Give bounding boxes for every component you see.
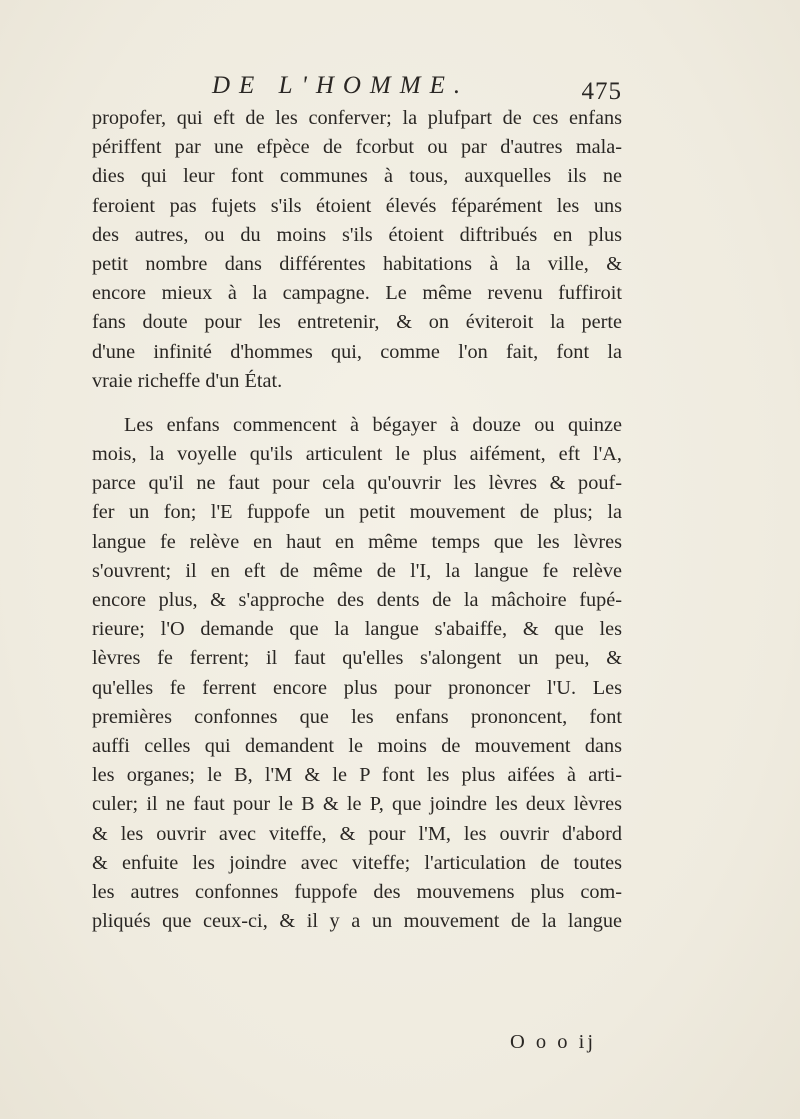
text-line: fans doute pour les entretenir, & on éviteroit la perte — [92, 311, 622, 334]
body-text — [92, 104, 622, 936]
text-line: pliqués que ceux-ci, & il y a un mouvement de la langue — [92, 910, 622, 933]
text-line: & les ouvrir avec viteffe, & pour l'M, les ouvrir d'abord — [92, 822, 622, 845]
text-line: auffi celles qui demandent le moins de mouvement dans — [92, 734, 622, 757]
text-line: les organes; le B, l'M & le P font les plus aifées à arti- — [92, 764, 622, 787]
text-line: propofer, qui eft de les conferver; la plufpart de ces enfans — [92, 107, 622, 129]
text-line: culer; il ne faut pour le B & le P, que joindre les deux lèvres — [92, 793, 622, 816]
paragraph-gap — [92, 396, 622, 411]
text-line: d'une infinité d'hommes qui, comme l'on fait, font la — [92, 340, 622, 363]
text-line: petit nombre dans différentes habitations à la ville, & — [92, 252, 622, 275]
page-number: 475 — [581, 78, 622, 105]
paragraph-2 — [92, 411, 622, 936]
text-line: vraie richeffe d'un État. — [92, 369, 283, 392]
text-line: langue fe relève en haut en même temps que les lèvres — [92, 530, 622, 553]
text-line: & enfuite les joindre avec viteffe; l'articulation de toutes — [92, 851, 622, 874]
text-line: rieure; l'O demande que la langue s'abaiffe, & que les — [92, 618, 622, 641]
text-line: mois, la voyelle qu'ils articulent le plus aifément, eft l'A, — [92, 443, 622, 466]
text-line: fer un fon; l'E fuppofe un petit mouvement de plus; la — [92, 501, 622, 524]
page-header — [212, 72, 622, 106]
paragraph-1 — [92, 104, 622, 396]
text-line: dies qui leur font communes à tous, auxquelles ils ne — [92, 165, 622, 188]
text-line: des autres, ou du moins s'ils étoient diftribués en plus — [92, 223, 622, 246]
text-line: Les enfans commencent à bégayer à douze ou quinze — [124, 413, 622, 436]
text-line: encore mieux à la campagne. Le même revenu fuffiroit — [92, 282, 622, 305]
text-line: les autres confonnes fuppofe des mouvemens plus com- — [92, 880, 622, 903]
text-line: premières confonnes que les enfans prononcent, font — [92, 705, 622, 728]
signature-mark: O o o ij — [510, 1031, 597, 1053]
text-line: feroient pas fujets s'ils étoient élevés féparément les uns — [92, 194, 622, 217]
text-line: parce qu'il ne faut pour cela qu'ouvrir les lèvres & pouf- — [92, 472, 622, 495]
text-line: s'ouvrent; il en eft de même de l'I, la langue fe relève — [92, 559, 622, 582]
running-head: DE L'HOMME. — [212, 72, 470, 99]
text-line: lèvres fe ferrent; il faut qu'elles s'alongent un peu, & — [92, 647, 622, 670]
text-line: encore plus, & s'approche des dents de la mâchoire fupé- — [92, 589, 622, 611]
text-line: qu'elles fe ferrent encore plus pour prononcer l'U. Les — [92, 676, 622, 699]
text-line: périffent par une efpèce de fcorbut ou par d'autres mala- — [92, 136, 622, 159]
